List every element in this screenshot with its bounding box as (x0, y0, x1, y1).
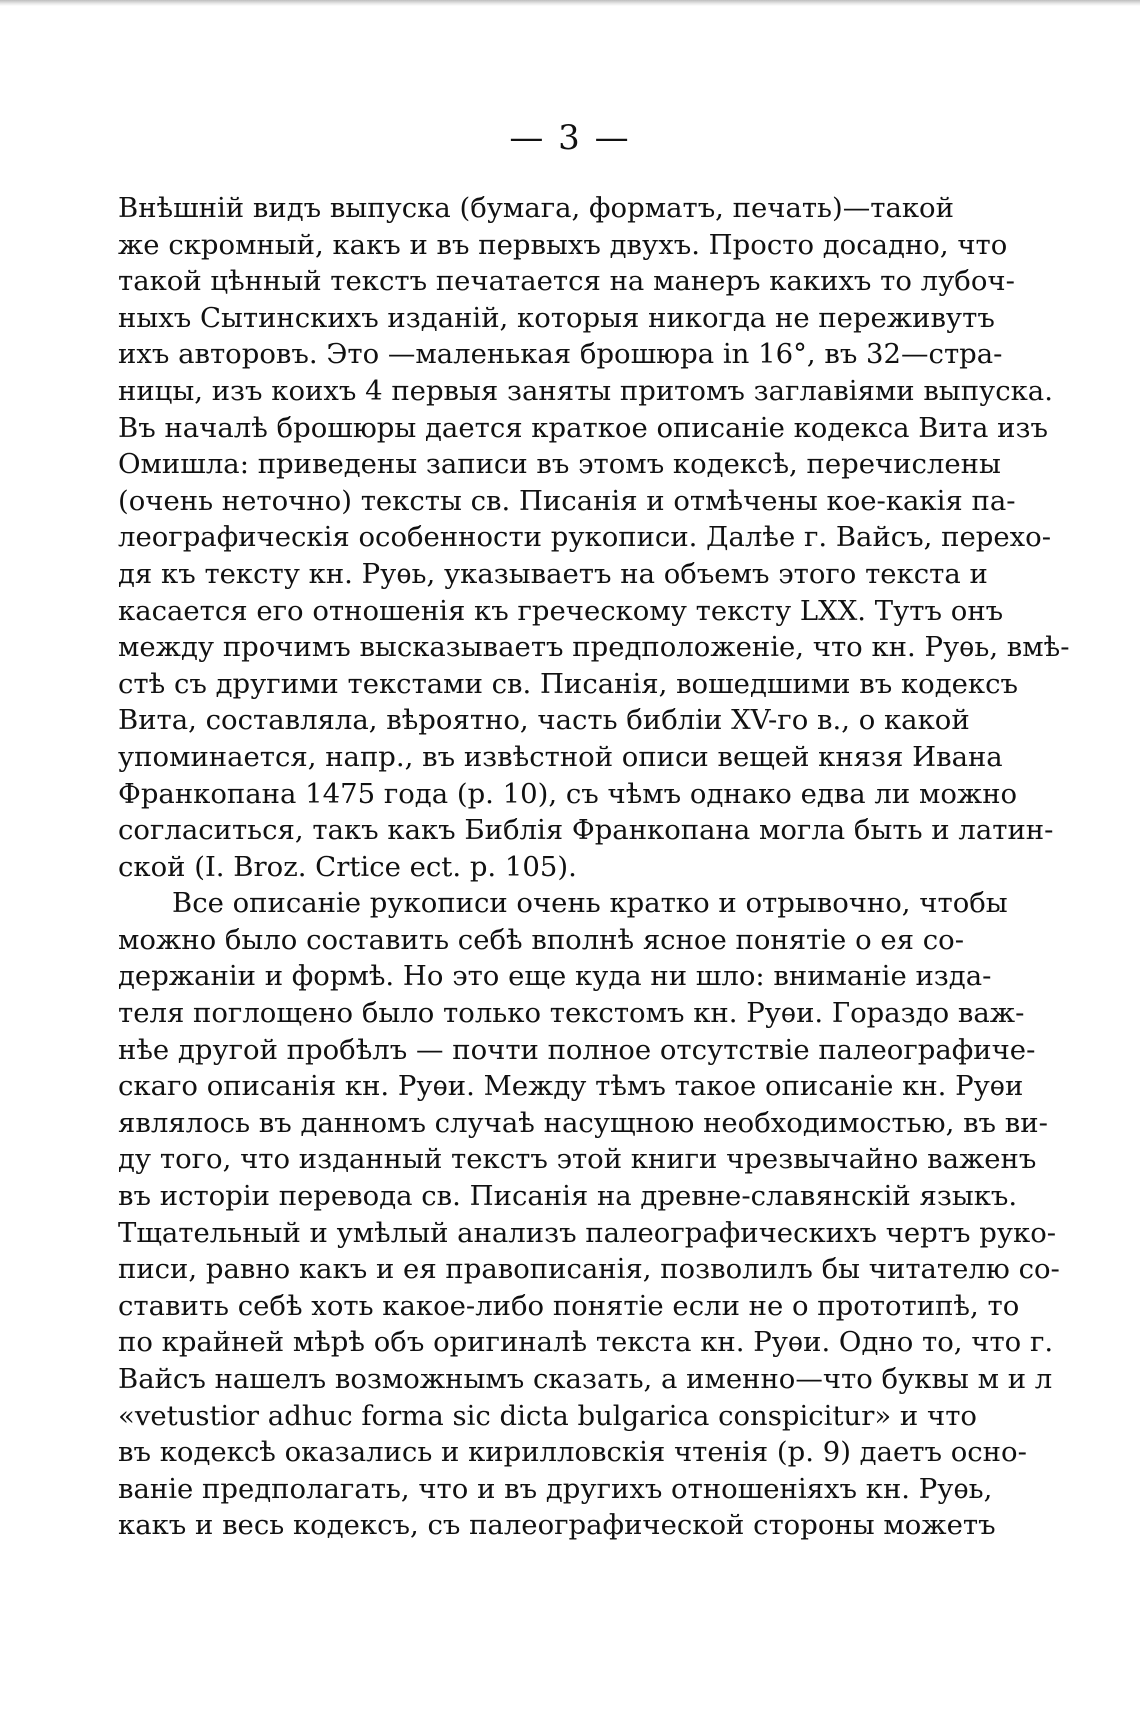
text-line: (очень неточно) тексты св. Писанія и отмѣчены кое-какія па- (118, 484, 1016, 517)
text-line: нѣе другой пробѣлъ — почти полное отсутствіе палеографиче- (118, 1033, 1036, 1066)
paragraph-1 (118, 190, 1070, 885)
text-line: какъ и весь кодексъ, съ палеографической стороны можетъ (118, 1509, 996, 1542)
scan-top-edge (0, 0, 1140, 6)
text-line: касается его отношенія къ греческому тексту LXX. Тутъ онъ (118, 594, 1004, 627)
text-line: ду того, что изданный текстъ этой книги чрезвычайно важенъ (118, 1143, 1037, 1176)
text-line: являлось въ данномъ случаѣ насущною необходимостью, въ ви- (118, 1106, 1048, 1139)
text-line: стѣ съ другими текстами св. Писанія, вошедшими въ кодексъ (118, 667, 1018, 700)
text-line: можно было составить себѣ вполнѣ ясное понятіе о ея со- (118, 923, 964, 956)
text-line: Внѣшній видъ выпуска (бумага, форматъ, печать)—такой (118, 192, 954, 224)
text-line: такой цѣнный текстъ печатается на манеръ какихъ то лубоч- (118, 265, 1015, 298)
text-line: дя къ тексту кн. Руѳь, указываетъ на объемъ этого текста и (118, 557, 988, 590)
text-line: Вайсъ нашелъ возможнымъ сказать, а именно—что буквы м и л (118, 1363, 1053, 1395)
text-line: Вита, составляла, вѣроятно, часть библіи XV-го в., о какой (118, 704, 970, 737)
text-line: ницы, изъ коихъ 4 первыя заняты притомъ заглавіями выпуска. (118, 374, 1053, 407)
text-line: по крайней мѣрѣ объ оригиналѣ текста кн. Руѳи. Одно то, что г. (118, 1326, 1054, 1359)
text-line: скаго описанія кн. Руѳи. Между тѣмъ такое описаніе кн. Руѳи (118, 1070, 1024, 1103)
text-line: ской (I. Broz. Crtice ect. p. 105). (118, 850, 577, 883)
text-line: между прочимъ высказываетъ предположеніе, что кн. Руѳь, вмѣ- (118, 631, 1070, 664)
text-line: теля поглощено было только текстомъ кн. Руѳи. Гораздо важ- (118, 997, 1025, 1030)
text-line: Все описаніе рукописи очень кратко и отрывочно, чтобы (172, 887, 1008, 920)
text-line: ихъ авторовъ. Это —маленькая брошюра in 16°, въ 32—стра- (118, 338, 1003, 371)
text-line: Тщательный и умѣлый анализъ палеографическихъ чертъ руко- (118, 1216, 1057, 1249)
text-line: въ исторіи перевода св. Писанія на древне-славянскій языкъ. (118, 1180, 1018, 1213)
text-line: Франкопана 1475 года (р. 10), съ чѣмъ однако едва ли можно (118, 777, 1018, 810)
text-line: согласиться, такъ какъ Библія Франкопана могла быть и латин- (118, 814, 1054, 847)
text-line: въ кодексѣ оказались и кирилловскія чтенія (р. 9) даетъ осно- (118, 1436, 1027, 1469)
text-line: Въ началѣ брошюры дается краткое описаніе кодекса Вита изъ (118, 411, 1049, 444)
text-line: писи, равно какъ и ея правописанія, позволилъ бы читателю со- (118, 1253, 1060, 1286)
body-text (118, 190, 1070, 1544)
text-line: Омишла: приведены записи въ этомъ кодексѣ, перечислены (118, 448, 1001, 481)
text-line: упоминается, напр., въ извѣстной описи вещей князя Ивана (118, 740, 1003, 773)
text-line: ставить себѣ хоть какое-либо понятіе если не о прототипѣ, то (118, 1289, 1020, 1322)
text-line: ваніе предполагать, что и въ другихъ отношеніяхъ кн. Руѳь, (118, 1472, 993, 1505)
text-line: ныхъ Сытинскихъ изданій, которыя никогда не переживутъ (118, 301, 995, 334)
paragraph-2 (118, 885, 1060, 1544)
text-line: же скромный, какъ и въ первыхъ двухъ. Просто досадно, что (118, 228, 1008, 261)
text-line: держаніи и формѣ. Но это еще куда ни шло: вниманіе изда- (118, 960, 992, 993)
page-number: — 3 — (509, 118, 631, 158)
text-line: леографическія особенности рукописи. Далѣе г. Вайсъ, перехо- (118, 521, 1051, 554)
text-line: «vetustior adhuc forma sic dicta bulgarica conspicitur» и что (118, 1399, 977, 1432)
